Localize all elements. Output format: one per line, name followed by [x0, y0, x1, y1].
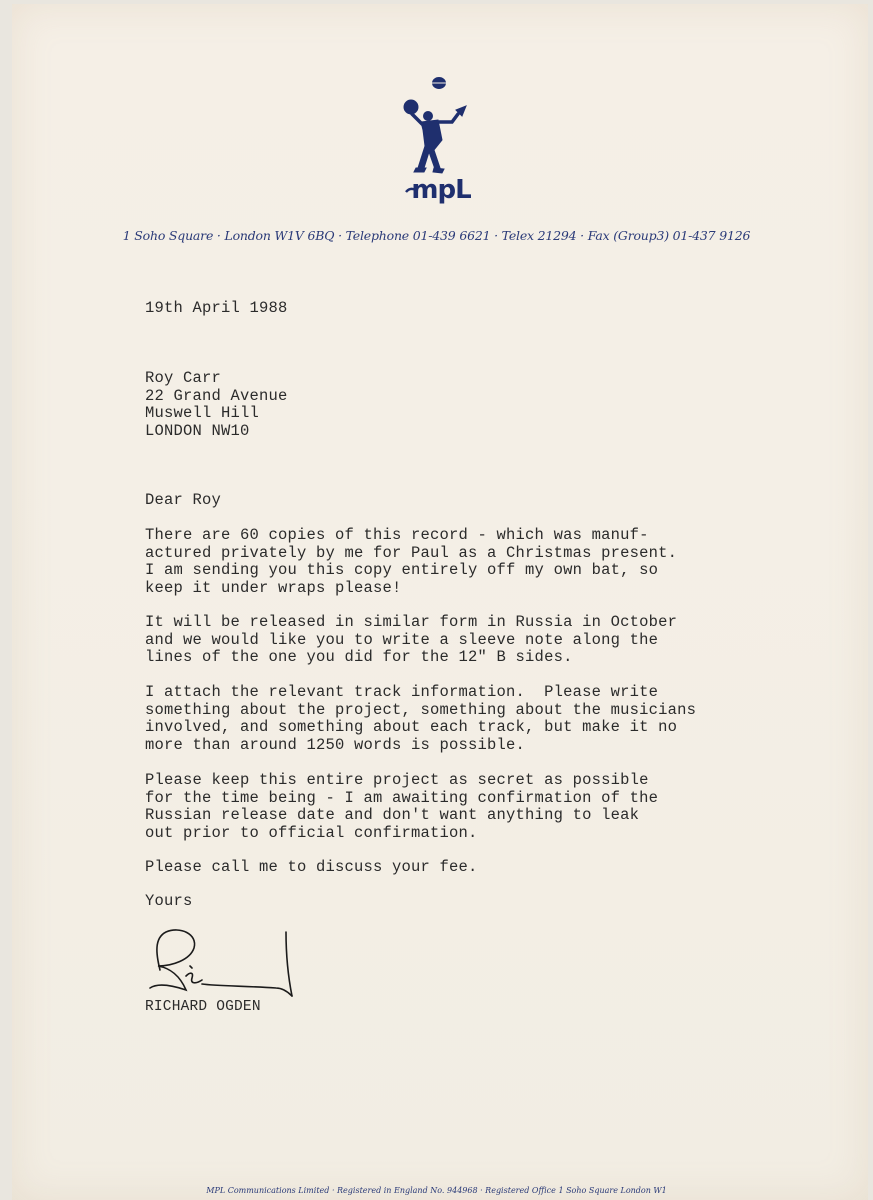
closing: Yours — [145, 892, 193, 910]
body-paragraph — [145, 527, 677, 597]
address-line: LONDON NW10 — [145, 421, 250, 440]
logo-text: mpL — [411, 175, 471, 204]
paragraph-line: something about the project, something about the musicians — [145, 700, 697, 719]
paragraph-line: and we would like you to write a sleeve note along the — [145, 630, 659, 649]
paragraph-line: for the time being - I am awaiting confirmation of the — [145, 788, 659, 807]
paragraph-line: Please call me to discuss your fee. — [145, 858, 478, 876]
paragraph-line: I attach the relevant track information. Please write — [145, 683, 659, 701]
address-line: Roy Carr — [145, 369, 222, 387]
paragraph-line: actured privately by me for Paul as a Christmas present. — [145, 543, 678, 562]
paragraph-line: keep it under wraps please! — [145, 578, 402, 597]
paragraph-line: There are 60 copies of this record - which was manuf- — [145, 526, 649, 544]
paragraph-line: lines of the one you did for the 12" B sides. — [145, 648, 573, 666]
letter-date: 19th April 1988 — [145, 299, 288, 317]
signatory-name: RICHARD OGDEN — [145, 999, 261, 1015]
body-paragraph — [145, 614, 677, 667]
paragraph-line: Russian release date and don't want anything to leak — [145, 806, 640, 824]
salutation: Dear Roy — [145, 491, 222, 509]
body-paragraph — [145, 859, 478, 877]
paragraph-line: I am sending you this copy entirely off my own bat, so — [145, 561, 659, 579]
mpl-juggler-logo — [396, 74, 486, 204]
handwritten-signature — [146, 924, 296, 1000]
paragraph-line: It will be released in similar form in Russia in October — [145, 613, 678, 631]
recipient-address — [145, 370, 288, 440]
body-paragraph — [145, 772, 658, 842]
company-registration-footer: MPL Communications Limited · Registered in England No. 944968 · Registered Office 1 Soho Square London W1 — [206, 1186, 667, 1195]
body-paragraph — [145, 684, 696, 754]
letterhead-contact-line: 1 Soho Square · London W1V 6BQ · Telephone 01-439 6621 · Telex 21294 · Fax (Group3) 01-437 9126 — [122, 228, 751, 243]
paragraph-line: more than around 1250 words is possible. — [145, 735, 526, 754]
address-line: Muswell Hill — [145, 404, 260, 422]
paragraph-line: out prior to official confirmation. — [145, 823, 478, 842]
paragraph-line: involved, and something about each track, but make it no — [145, 718, 678, 736]
address-line: 22 Grand Avenue — [145, 386, 288, 405]
paragraph-line: Please keep this entire project as secret as possible — [145, 771, 649, 789]
